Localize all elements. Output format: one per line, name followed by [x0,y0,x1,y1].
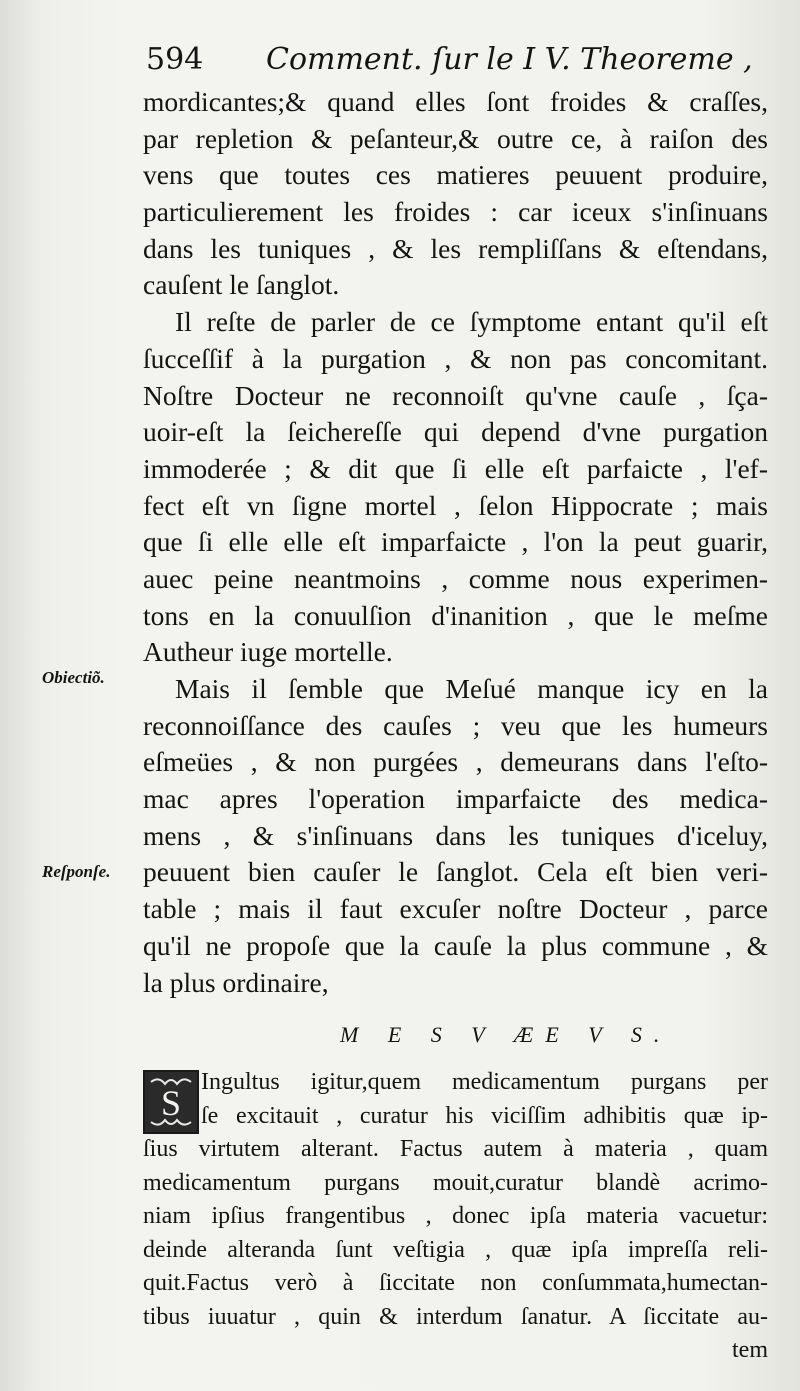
text-line: par repletion & peſanteur,& outre ce, à raiſon des [143,122,768,154]
text-line: eſmeües , & non purgées , demeurans dans l'eſto- [143,746,768,778]
text-line: mac apres l'operation imparfaicte des medica- [143,783,768,815]
text-line: Ingultus igitur,quem medicamentum purgans per [201,1069,768,1095]
french-commentary [143,84,768,1001]
marginal-note-objection: Obiectiõ. [42,668,105,687]
text-line: niam ipſius frangentibus , donec ipſa materia vacuetur: [143,1203,768,1229]
text-line: particulierement les froides : car iceux s'inſinuans [143,196,768,228]
text-line: ſe excitauit , curatur his viciſſim adhibitis quæ ip- [201,1102,768,1129]
text-line: reconnoiſſance des cauſes ; veu que les humeurs [143,709,768,741]
text-line: medicamentum purgans mouit,curatur blandè acrimo- [143,1169,768,1196]
text-line: vens que toutes ces matieres peuuent produire, [143,159,768,191]
text-line: tibus iuuatur , quin & interdum ſanatur. A ſiccitate au- [143,1303,768,1330]
text-line: mordicantes;& quand elles ſont froides & craſſes, [143,86,768,117]
text-line: que ſi elle elle eſt imparfaicte , l'on la peut guarir, [143,526,768,558]
text-line: uoir-eſt la ſeichereſſe qui depend d'vne purgation [143,416,768,448]
text-line: table ; mais il faut excuſer noſtre Docteur , parce [143,893,768,925]
running-title: Comment. ſur le I V. Theoreme , [266,42,753,77]
text-line: ſucceſſif à la purgation , & non pas concomitant. [143,342,768,374]
text-line: quit.Factus verò à ſiccitate non conſummata,humectan- [143,1270,768,1296]
text-line: mens , & s'inſinuans dans les tuniques d'iceluy, [143,819,768,851]
text-line: qu'il ne propoſe que la cauſe la plus commune , & [143,929,768,961]
text-line: Autheur iuge mortelle. [143,636,393,668]
text-line: dans les tuniques , & les rempliſſans & eſtendans, [143,232,768,264]
section-heading: M E S V ÆE V S. [340,1022,672,1047]
marginal-note-response: Reſponſe. [42,862,111,881]
catchword: tem [732,1337,768,1363]
initial-letter: S [160,1083,182,1123]
text-line: immoderée ; & dit que ſi elle eſt parfaicte , l'ef- [143,452,768,484]
text-line: ſius virtutem alterant. Factus autem à materia , quam [143,1136,768,1162]
latin-source-text [143,1066,768,1368]
text-line: tons en la conuulſion d'inanition , que le meſme [143,599,768,631]
text-line: cauſent le ſanglot. [143,269,340,301]
text-line: Il reſte de parler de ce ſymptome entant qu'il eſt [175,306,768,338]
text-line: fect eſt vn ſigne mortel , ſelon Hippocrate ; mais [143,489,768,521]
page-header [146,42,766,84]
page-number: 594 [146,42,204,77]
text-line: deinde alteranda ſunt veſtigia , quæ ipſa impreſſa reli- [143,1236,768,1263]
text-line: auec peine neantmoins , comme nous experimen- [143,562,768,594]
text-line: Mais il ſemble que Meſué manque icy en la [175,673,768,704]
text-line: la plus ordinaire, [143,966,329,998]
text-line: Noſtre Docteur ne reconnoiſt qu'vne cauſe , ſça- [143,379,768,411]
text-line: peuuent bien cauſer le ſanglot. Cela eſt bien veri- [143,856,768,888]
